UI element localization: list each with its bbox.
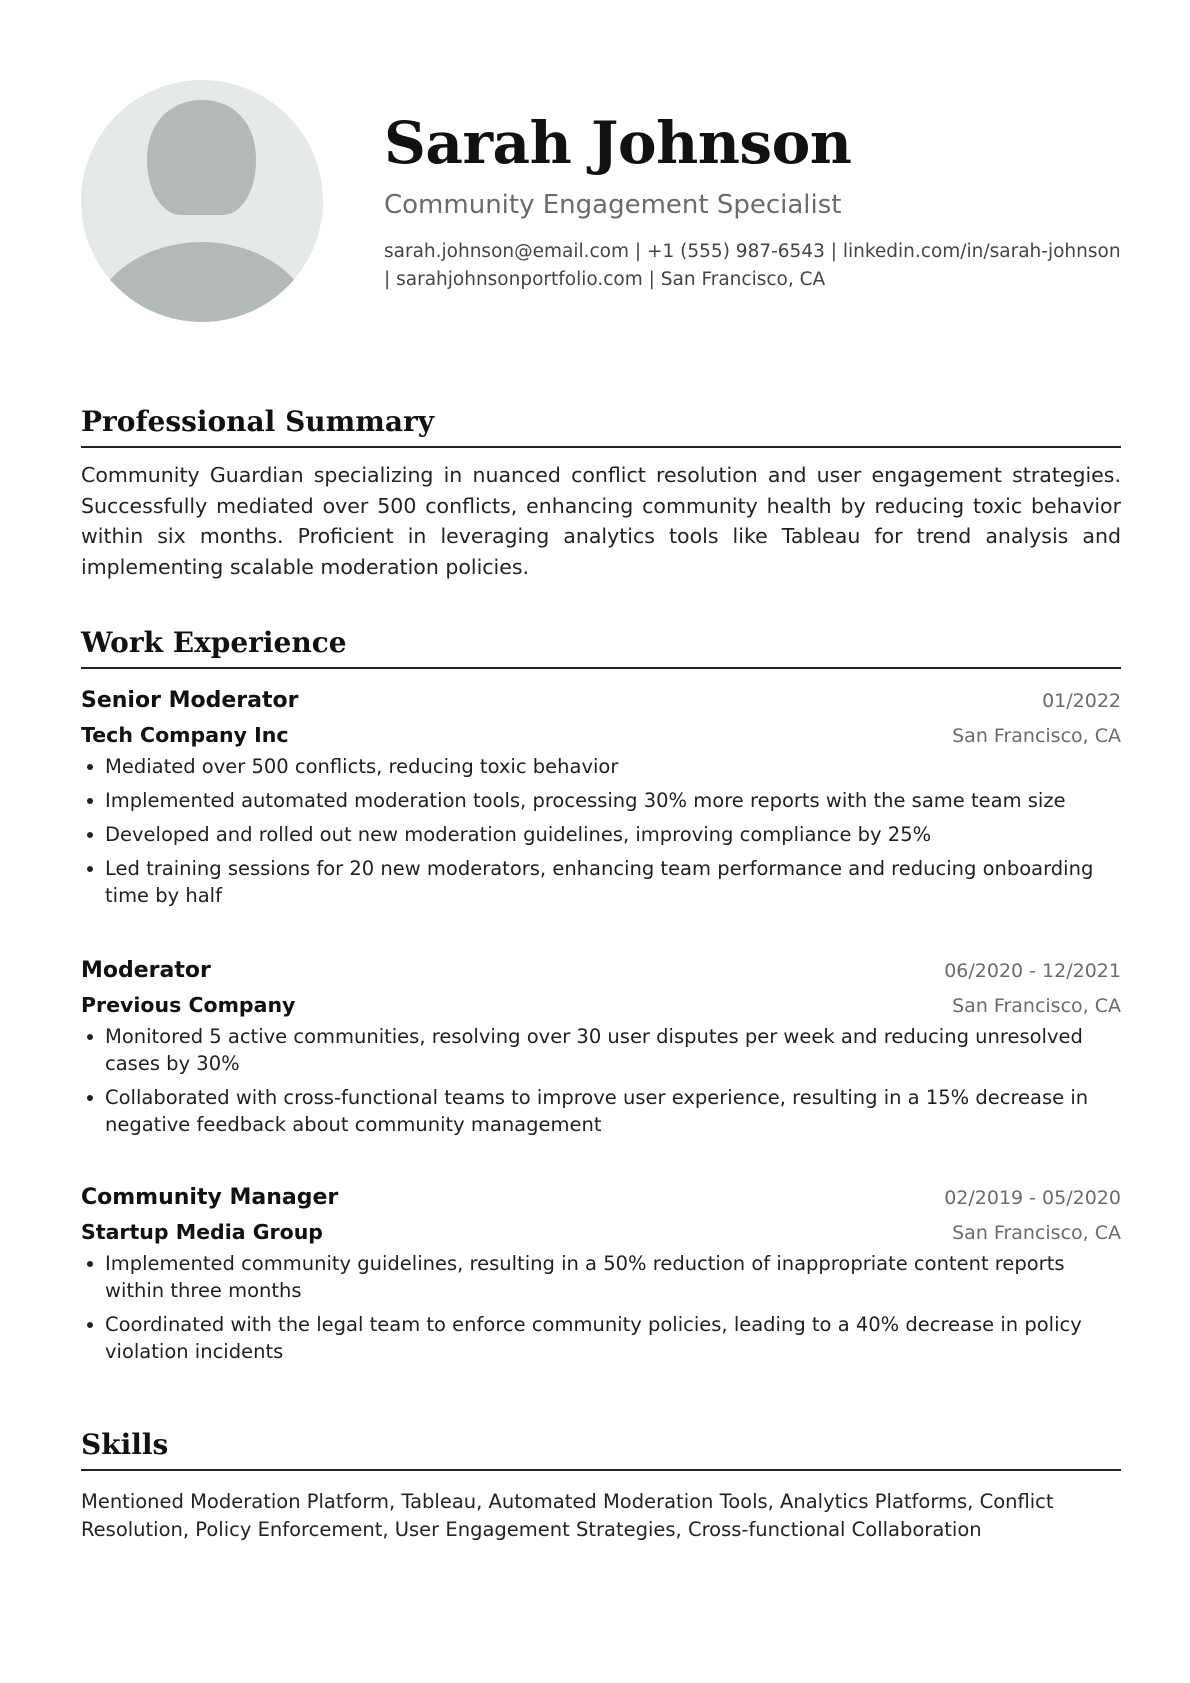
job-dates: 06/2020 - 12/2021 bbox=[944, 960, 1121, 982]
bullet-dot-icon bbox=[87, 832, 93, 838]
job-entry bbox=[81, 1181, 1121, 1372]
bullet-dot-icon bbox=[87, 1261, 93, 1267]
job-location: San Francisco, CA bbox=[952, 1222, 1121, 1244]
job-company-row bbox=[81, 1215, 1121, 1250]
resume-header bbox=[384, 105, 1121, 294]
job-company: Tech Company Inc bbox=[81, 723, 289, 747]
job-entry bbox=[81, 684, 1121, 916]
skills-text: Mentioned Moderation Platform, Tableau, Automated Moderation Tools, Analytics Platforms, Conflict Resolution, Policy Enforcement, User Engagement Strategies, Cross-functional Collaboration bbox=[81, 1490, 1054, 1541]
contact-line-2: | sarahjohnsonportfolio.com | San Francisco, CA bbox=[384, 269, 826, 290]
job-role: Senior Moderator bbox=[81, 688, 299, 713]
job-location: San Francisco, CA bbox=[952, 725, 1121, 747]
bullet-dot-icon bbox=[87, 1034, 93, 1040]
contact-line-1: sarah.johnson@email.com | +1 (555) 987-6543 | linkedin.com/in/sarah-johnson bbox=[384, 241, 1121, 262]
bullet-dot-icon bbox=[87, 1322, 93, 1328]
job-dates: 01/2022 bbox=[1042, 690, 1121, 712]
job-header-row bbox=[81, 684, 1121, 718]
contact-info bbox=[384, 238, 1121, 294]
job-bullets bbox=[81, 1023, 1121, 1138]
summary-text: Community Guardian specializing in nuanced conflict resolution and user engagement strategies. Successfully mediated over 500 conflicts, enhancing community health by reducing toxic behavior within six months. Proficient in leveraging analytics tools like Tableau for trend analysis and implementing scalable moderation policies. bbox=[81, 463, 1121, 579]
job-header-row bbox=[81, 1181, 1121, 1215]
job-dates: 02/2019 - 05/2020 bbox=[944, 1187, 1121, 1209]
job-entry bbox=[81, 954, 1121, 1145]
job-company: Startup Media Group bbox=[81, 1220, 323, 1244]
summary-heading: Professional Summary bbox=[81, 404, 1121, 448]
skills-section bbox=[81, 1427, 1121, 1543]
bullet-dot-icon bbox=[87, 1095, 93, 1101]
job-bullet: Collaborated with cross-functional teams to improve user experience, resulting in a 15% decrease in negative feedback about community management bbox=[81, 1084, 1121, 1138]
job-bullet: Mediated over 500 conflicts, reducing toxic behavior bbox=[81, 753, 1121, 780]
bullet-dot-icon bbox=[87, 764, 93, 770]
job-header-row bbox=[81, 954, 1121, 988]
summary-section bbox=[81, 404, 1121, 582]
job-bullets bbox=[81, 1250, 1121, 1365]
skills-heading: Skills bbox=[81, 1427, 1121, 1471]
job-company: Previous Company bbox=[81, 993, 296, 1017]
job-bullet: Monitored 5 active communities, resolving over 30 user disputes per week and reducing unresolved cases by 30% bbox=[81, 1023, 1121, 1077]
candidate-name: Sarah Johnson bbox=[384, 109, 852, 177]
job-bullet: Coordinated with the legal team to enforce community policies, leading to a 40% decrease in policy violation incidents bbox=[81, 1311, 1121, 1365]
job-bullet: Developed and rolled out new moderation guidelines, improving compliance by 25% bbox=[81, 821, 1121, 848]
job-location: San Francisco, CA bbox=[952, 995, 1121, 1017]
job-company-row bbox=[81, 718, 1121, 753]
job-bullet: Implemented automated moderation tools, processing 30% more reports with the same team size bbox=[81, 787, 1121, 814]
experience-heading: Work Experience bbox=[81, 625, 1121, 669]
resume-page bbox=[81, 0, 1121, 1683]
avatar-head bbox=[147, 100, 256, 215]
job-role: Moderator bbox=[81, 958, 211, 983]
candidate-title: Community Engagement Specialist bbox=[384, 190, 842, 220]
user-silhouette-icon bbox=[81, 80, 323, 322]
job-bullets bbox=[81, 753, 1121, 909]
job-role: Community Manager bbox=[81, 1185, 339, 1210]
experience-section bbox=[81, 625, 1121, 669]
job-company-row bbox=[81, 988, 1121, 1023]
job-bullet: Led training sessions for 20 new moderators, enhancing team performance and reducing onboarding time by half bbox=[81, 855, 1121, 909]
bullet-dot-icon bbox=[87, 798, 93, 804]
job-bullet: Implemented community guidelines, resulting in a 50% reduction of inappropriate content reports within three months bbox=[81, 1250, 1121, 1304]
bullet-dot-icon bbox=[87, 866, 93, 872]
